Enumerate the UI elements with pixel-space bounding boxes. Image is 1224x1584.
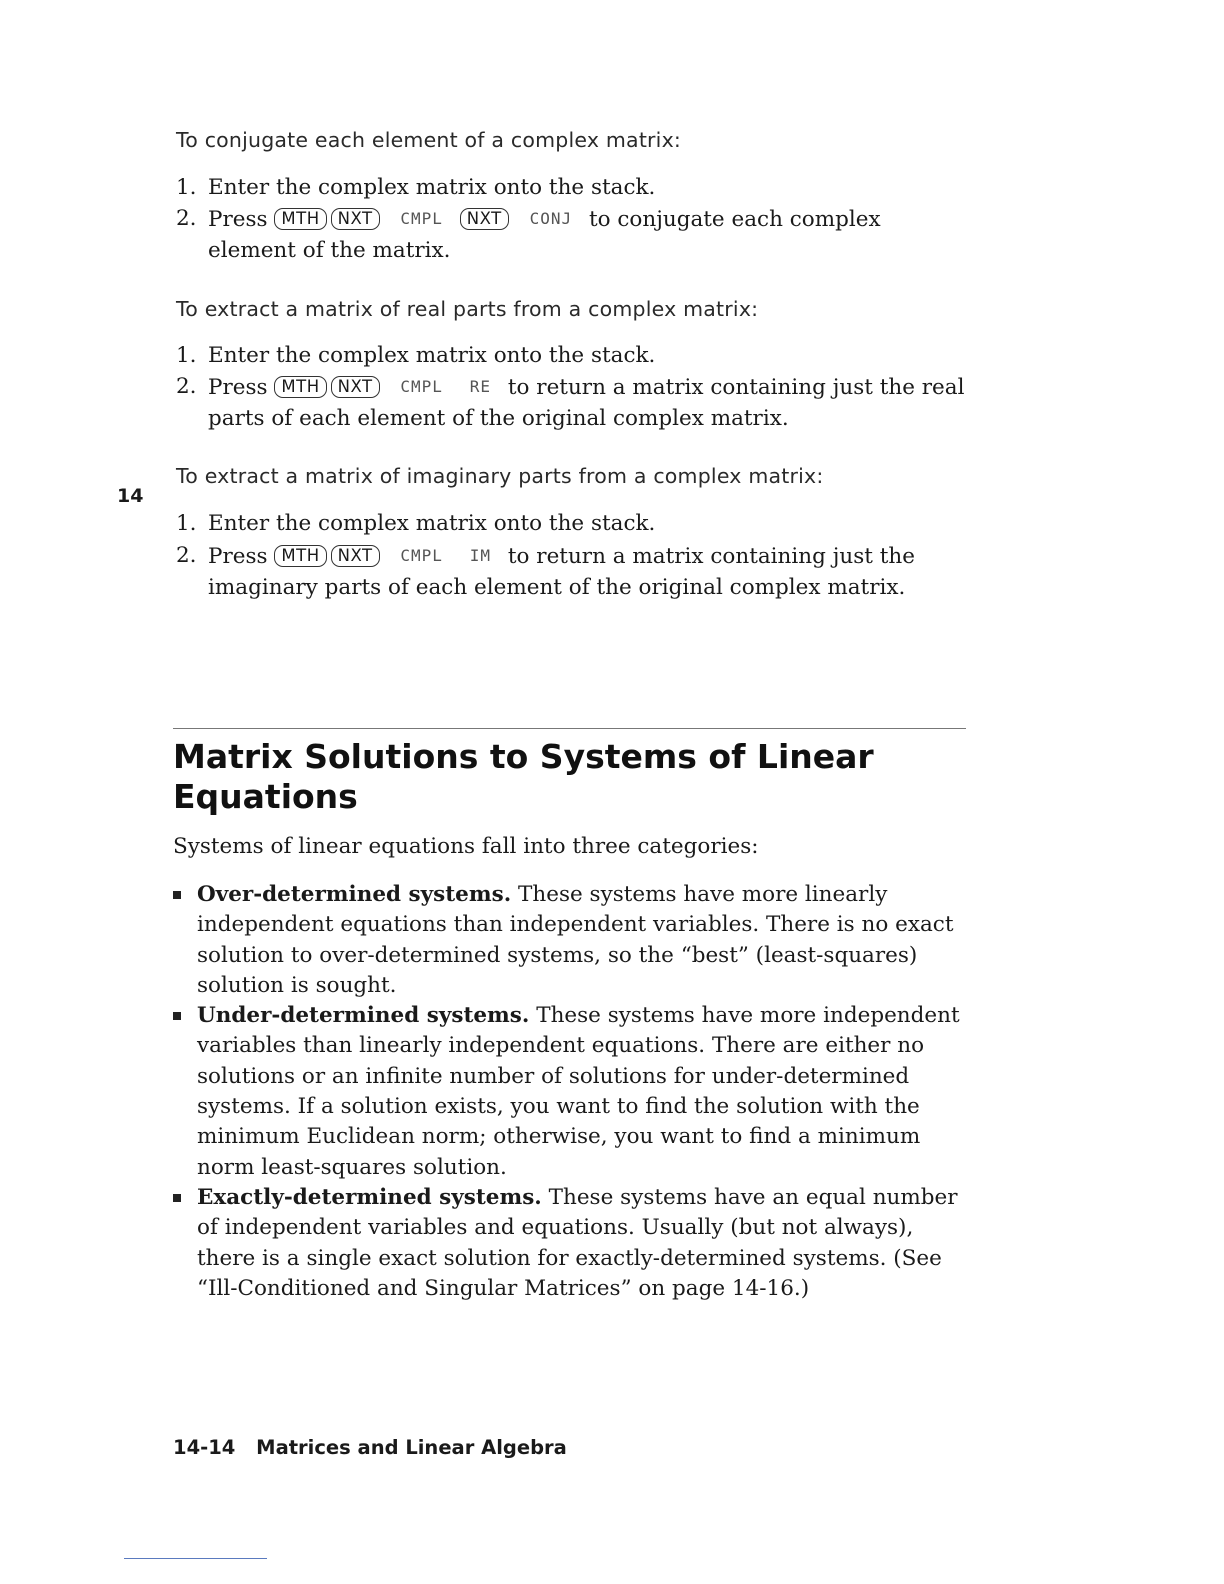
procedure-heading-conjugate: To conjugate each element of a complex matrix: <box>176 128 682 152</box>
section-title: Matrix Solutions to Systems of Linear Equations <box>173 737 874 816</box>
chapter-tab: 14 <box>117 485 144 507</box>
nxt-key: NXT <box>331 208 380 230</box>
cmpl-softkey: CMPL <box>400 377 443 396</box>
cmpl-softkey: CMPL <box>400 546 443 565</box>
bottom-edge-line <box>124 1558 267 1559</box>
section-intro: Systems of linear equations fall into three categories: <box>173 834 759 859</box>
square-bullet-icon <box>173 1012 181 1020</box>
procedure-heading-imaginary-parts: To extract a matrix of imaginary parts from a complex matrix: <box>176 464 824 488</box>
list-item: Exactly-determined systems. These systems have an equal number of independent variables and equations. Usually (but not always), there is a single exact solution for exactly-determined systems. (See “Ill-Conditioned and Singular Matrices” on page 14-16.) <box>173 1183 973 1304</box>
page-footer <box>173 1436 567 1459</box>
re-softkey: RE <box>469 377 492 396</box>
step-1: 1. Enter the complex matrix onto the stack. <box>176 511 656 536</box>
list-item: Over-determined systems. These systems have more linearly independent equations than independent variables. There is no exact solution to over-determined systems, so the “best” (least-squares) solution is sought. <box>173 880 973 1001</box>
mth-key: MTH <box>274 208 326 230</box>
square-bullet-icon <box>173 891 181 899</box>
step-2: 2. Press MTH NXT CMPL NXT CONJ to conjugate each complex element of the matrix. <box>176 203 966 266</box>
section-divider <box>173 728 966 729</box>
mth-key: MTH <box>274 545 326 567</box>
procedure-heading-real-parts: To extract a matrix of real parts from a complex matrix: <box>176 297 759 321</box>
categories-list <box>173 880 973 1304</box>
conj-softkey: CONJ <box>529 209 573 228</box>
im-softkey: IM <box>469 546 492 565</box>
page-number: 14-14 <box>173 1436 236 1459</box>
step-2: 2. Press MTH NXT CMPL IM to return a matrix containing just the imaginary parts of each element of the original complex matrix. <box>176 540 966 603</box>
nxt-key: NXT <box>331 376 380 398</box>
mth-key: MTH <box>274 376 326 398</box>
step-1: 1. Enter the complex matrix onto the stack. <box>176 343 656 368</box>
step-2: 2. Press MTH NXT CMPL RE to return a matrix containing just the real parts of each element of the original complex matrix. <box>176 371 966 434</box>
step-1: 1. Enter the complex matrix onto the stack. <box>176 175 656 200</box>
footer-chapter-title: Matrices and Linear Algebra <box>256 1436 567 1459</box>
square-bullet-icon <box>173 1194 181 1202</box>
cmpl-softkey: CMPL <box>400 209 443 228</box>
nxt-key: NXT <box>460 208 509 230</box>
list-item: Under-determined systems. These systems have more independent variables than linearly independent equations. There are either no solutions or an infinite number of solutions for under-determined systems. If a solution exists, you want to find the solution with the minimum Euclidean norm; otherwise, you want to find a minimum norm least-squares solution. <box>173 1001 973 1183</box>
nxt-key: NXT <box>331 545 380 567</box>
